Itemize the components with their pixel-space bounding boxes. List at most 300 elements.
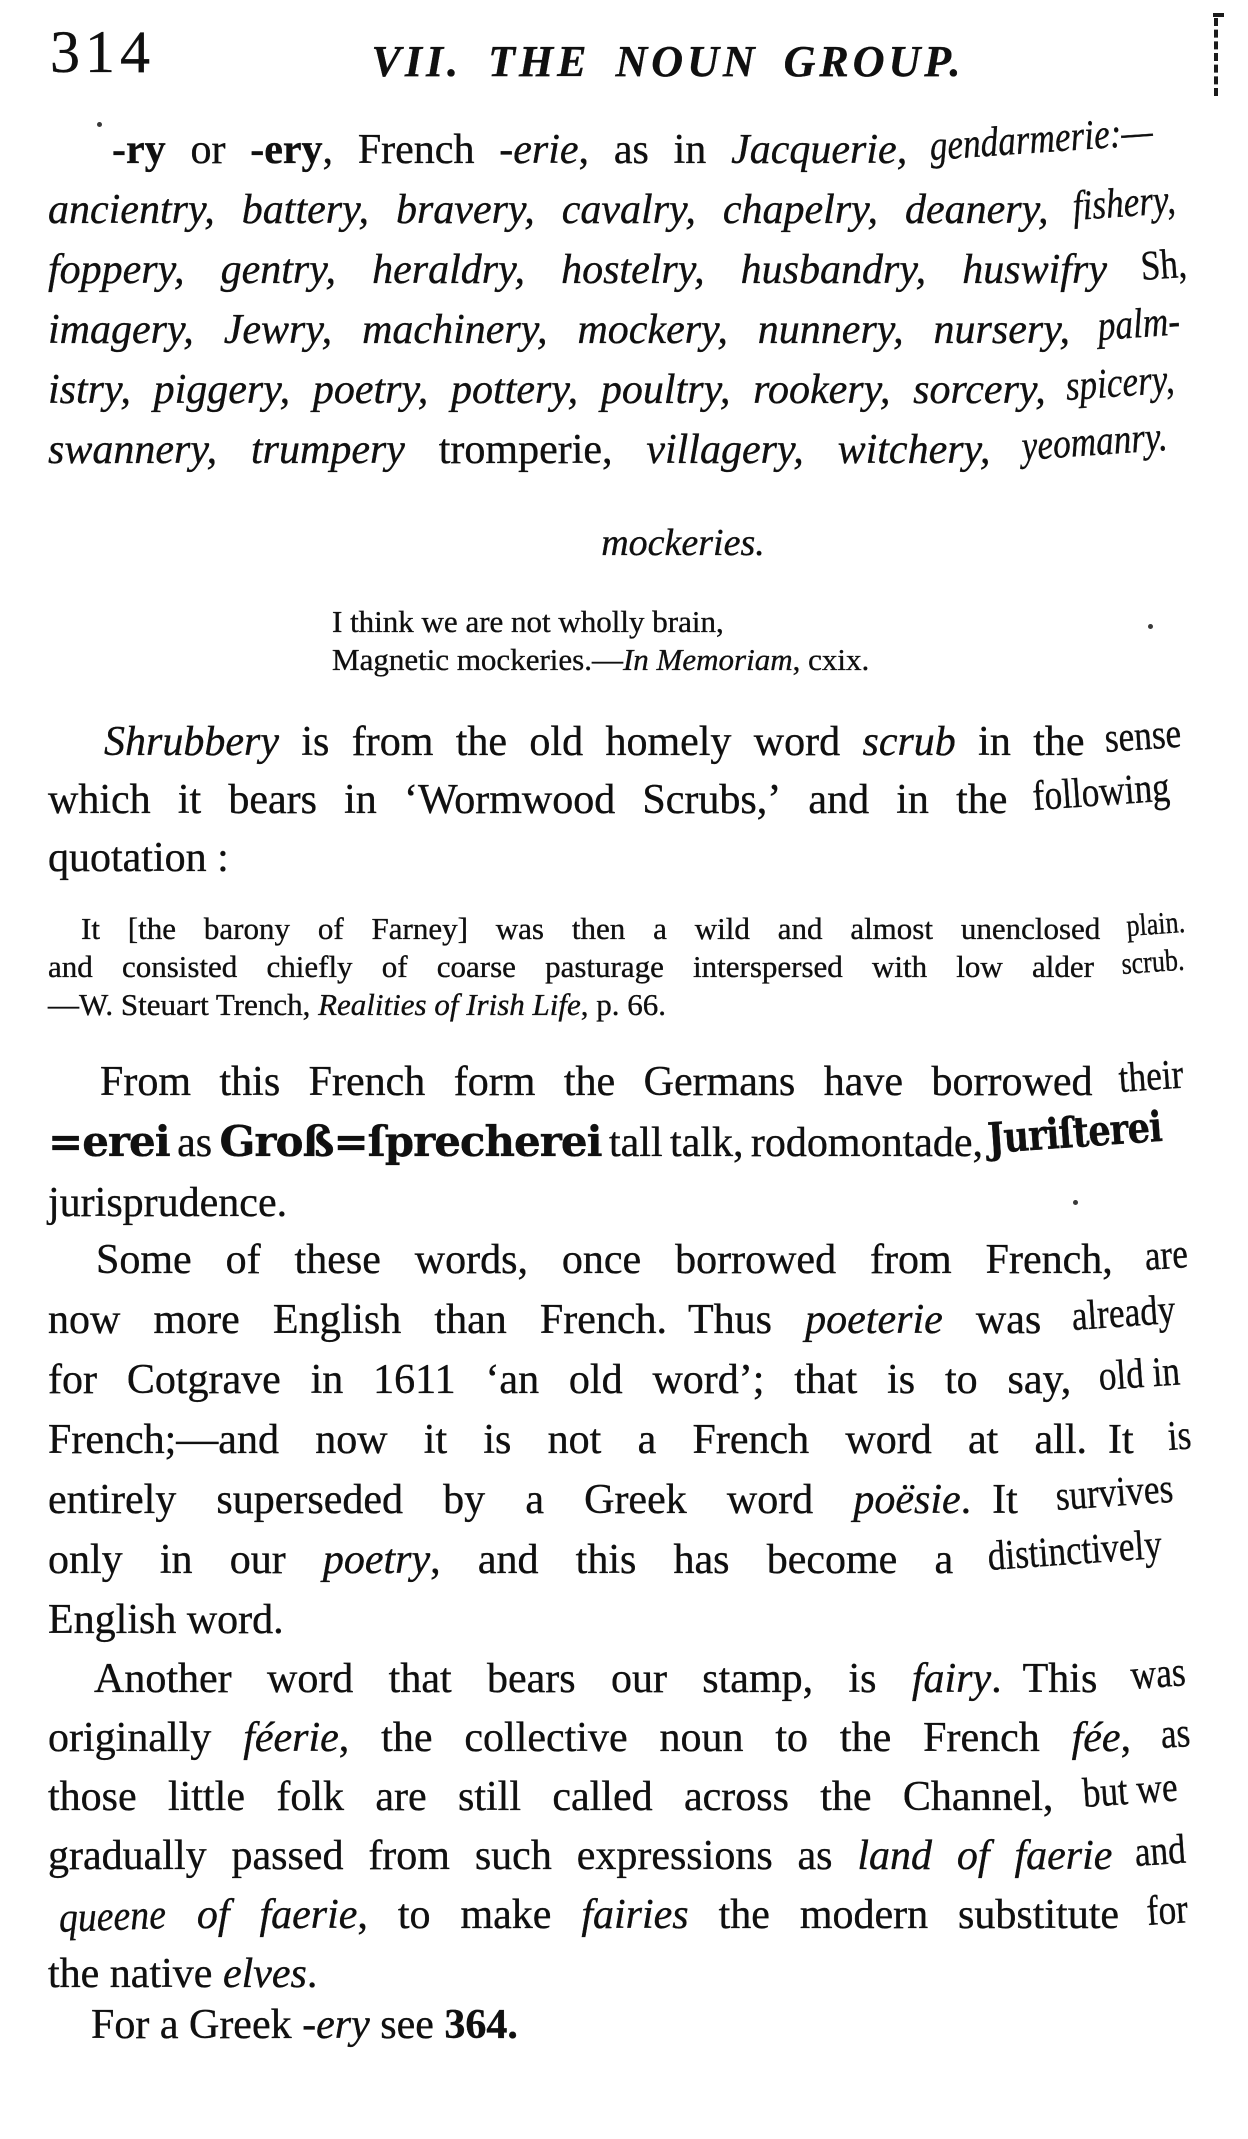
text-segment bbox=[840, 1709, 891, 1768]
text-segment bbox=[923, 1709, 1040, 1768]
text-segment: expressions bbox=[576, 1833, 773, 1879]
text-segment: words, bbox=[414, 1237, 528, 1283]
text-segment bbox=[912, 1650, 1098, 1709]
text-segment: Juriſterei bbox=[986, 1101, 1164, 1164]
text-segment: is bbox=[887, 1357, 916, 1403]
text-segment: , bbox=[338, 1715, 350, 1761]
text-line bbox=[48, 1173, 1198, 1233]
text-segment: modern bbox=[799, 1892, 929, 1938]
text-segment: of bbox=[317, 911, 344, 946]
text-segment: for bbox=[1145, 1886, 1190, 1936]
text-segment bbox=[48, 180, 215, 240]
text-segment: in bbox=[896, 777, 929, 823]
text-segment bbox=[382, 948, 408, 986]
scan-artifact-dashed-line bbox=[1214, 18, 1218, 96]
text-segment: huswifry bbox=[962, 247, 1107, 293]
text-segment bbox=[48, 1709, 211, 1768]
text-segment: noun bbox=[659, 1715, 744, 1761]
text-segment: queene bbox=[58, 1892, 167, 1942]
text-segment bbox=[581, 1886, 688, 1945]
text-segment bbox=[439, 420, 613, 480]
text-segment: and bbox=[1133, 1826, 1188, 1877]
text-line bbox=[48, 1101, 1198, 1173]
text-segment bbox=[396, 180, 535, 240]
text-segment bbox=[318, 910, 344, 948]
text-segment bbox=[1128, 1649, 1198, 1709]
text-segment: not bbox=[547, 1417, 602, 1463]
text-segment bbox=[731, 120, 907, 180]
text-segment: poultry, bbox=[600, 367, 731, 413]
text-segment: jurisprudence. bbox=[48, 1180, 288, 1226]
text-segment: have bbox=[823, 1059, 904, 1105]
text-segment bbox=[903, 1768, 1053, 1827]
text-segment: in bbox=[978, 719, 1011, 765]
text-segment: bears bbox=[486, 1656, 576, 1702]
text-segment: Groß=ſprecherei bbox=[219, 1117, 602, 1166]
text-segment bbox=[564, 1052, 615, 1112]
text-segment: . This bbox=[991, 1656, 1098, 1702]
text-segment bbox=[978, 713, 1011, 771]
text-segment bbox=[976, 1290, 1041, 1350]
text-segment: a bbox=[653, 911, 667, 946]
text-segment: ‘an bbox=[485, 1357, 540, 1403]
text-segment bbox=[702, 1650, 813, 1709]
text-line bbox=[48, 904, 1198, 948]
text-segment bbox=[48, 1290, 120, 1350]
text-segment bbox=[266, 948, 352, 986]
text-segment: scrub bbox=[862, 719, 956, 765]
text-line bbox=[48, 108, 1198, 180]
text-segment bbox=[986, 1230, 1113, 1290]
text-segment: Greek bbox=[584, 1477, 687, 1523]
text-segment bbox=[48, 1768, 137, 1827]
text-segment bbox=[1165, 1410, 1198, 1470]
text-segment bbox=[313, 360, 428, 420]
text-segment bbox=[487, 1650, 576, 1709]
text-segment bbox=[389, 1650, 452, 1709]
text-segment bbox=[958, 1886, 1119, 1945]
text-segment: little bbox=[168, 1774, 245, 1820]
text-segment: French bbox=[308, 1059, 426, 1105]
text-segment bbox=[153, 1290, 239, 1350]
text-segment: foppery, bbox=[48, 247, 185, 293]
text-segment: talk, bbox=[670, 1120, 744, 1166]
text-line bbox=[332, 603, 1248, 641]
text-segment bbox=[576, 1530, 637, 1590]
text-segment: it bbox=[177, 777, 202, 823]
paragraph-shrubbery bbox=[48, 710, 1198, 887]
text-segment: from bbox=[368, 1833, 450, 1879]
text-segment: are bbox=[1142, 1231, 1189, 1281]
text-segment: faerie bbox=[259, 1892, 358, 1938]
text-segment: —W. Steuart Trench, bbox=[48, 987, 319, 1022]
text-segment: form bbox=[453, 1059, 536, 1105]
text-segment bbox=[562, 180, 696, 240]
text-segment: in bbox=[344, 777, 377, 823]
blockquote-farney bbox=[48, 904, 1198, 1024]
text-segment: -ery bbox=[250, 127, 323, 173]
text-segment bbox=[483, 1410, 511, 1470]
text-segment bbox=[458, 1768, 521, 1827]
text-segment: still bbox=[457, 1774, 521, 1820]
text-segment: by bbox=[443, 1477, 486, 1523]
text-segment bbox=[758, 300, 904, 360]
text-segment: English word. bbox=[48, 1597, 284, 1643]
text-segment: From bbox=[100, 1059, 192, 1105]
text-segment bbox=[456, 713, 507, 771]
text-segment: almost bbox=[850, 911, 933, 946]
text-segment: all. It bbox=[1034, 1417, 1134, 1463]
text-segment: poeterie bbox=[805, 1297, 943, 1343]
text-segment: plain. bbox=[1125, 904, 1187, 944]
text-line bbox=[48, 1590, 1198, 1650]
text-segment: mockery, bbox=[577, 307, 728, 353]
text-segment bbox=[956, 771, 1007, 829]
text-segment: folk bbox=[276, 1774, 344, 1820]
text-segment: that bbox=[794, 1357, 858, 1403]
text-segment: Realities of Irish Life bbox=[318, 987, 581, 1022]
text-line bbox=[91, 2000, 1241, 2050]
text-segment bbox=[674, 120, 707, 180]
text-segment: and bbox=[48, 949, 93, 984]
text-segment: at bbox=[967, 1417, 999, 1463]
text-segment bbox=[540, 1290, 772, 1350]
text-segment: Farney] bbox=[371, 911, 468, 946]
text-segment bbox=[675, 1230, 836, 1290]
text-segment: fairy bbox=[911, 1656, 992, 1702]
text-segment: the bbox=[563, 1059, 616, 1105]
text-segment: . It bbox=[960, 1477, 1018, 1523]
text-segment: in bbox=[673, 127, 707, 173]
text-segment bbox=[913, 360, 1046, 420]
text-segment: this bbox=[575, 1537, 637, 1583]
text-line bbox=[48, 1350, 1198, 1410]
text-segment: French bbox=[357, 127, 475, 173]
text-segment: rookery, bbox=[753, 367, 891, 413]
text-segment bbox=[674, 1530, 730, 1590]
text-segment: consisted bbox=[121, 949, 238, 984]
text-segment: swannery, bbox=[48, 427, 218, 473]
text-segment bbox=[824, 1052, 903, 1112]
text-segment bbox=[887, 1350, 915, 1410]
text-line bbox=[48, 1764, 1198, 1827]
text-segment bbox=[670, 1113, 743, 1173]
text-line bbox=[48, 1886, 1198, 1945]
text-segment bbox=[48, 1112, 170, 1173]
text-segment bbox=[190, 120, 225, 180]
text-segment bbox=[896, 771, 929, 829]
text-segment bbox=[276, 1768, 344, 1827]
text-segment bbox=[478, 1530, 539, 1590]
text-segment bbox=[373, 1350, 455, 1410]
text-segment: of bbox=[196, 1892, 230, 1938]
text-segment: a bbox=[934, 1537, 954, 1583]
text-segment: it bbox=[423, 1417, 448, 1463]
text-line bbox=[48, 764, 1198, 829]
cross-reference-line bbox=[48, 2000, 1241, 2050]
text-segment: superseded bbox=[216, 1477, 404, 1523]
text-segment bbox=[128, 910, 176, 948]
text-segment: sorcery, bbox=[913, 367, 1046, 413]
text-segment bbox=[219, 1052, 280, 1112]
text-segment: say, bbox=[1007, 1357, 1072, 1403]
text-line bbox=[108, 522, 1248, 564]
text-segment bbox=[48, 1410, 279, 1470]
text-segment: , bbox=[578, 127, 590, 173]
text-line bbox=[48, 986, 1198, 1024]
text-segment bbox=[611, 1650, 667, 1709]
text-segment bbox=[794, 1350, 857, 1410]
text-segment bbox=[216, 1470, 403, 1530]
text-segment: with bbox=[871, 949, 928, 984]
text-segment: fishery, bbox=[1071, 176, 1178, 231]
text-segment: stamp, bbox=[702, 1656, 814, 1702]
text-segment: quotation : bbox=[48, 835, 229, 881]
text-segment bbox=[751, 1113, 983, 1173]
text-segment bbox=[962, 240, 1107, 300]
text-segment: -erie bbox=[499, 127, 579, 173]
text-segment: as bbox=[1159, 1710, 1192, 1759]
text-segment bbox=[160, 1530, 193, 1590]
text-segment: -ery bbox=[302, 2002, 370, 2048]
text-segment bbox=[94, 1650, 232, 1709]
text-segment: alder bbox=[1031, 949, 1094, 984]
text-segment bbox=[545, 948, 664, 986]
text-segment: Scrubs,’ bbox=[642, 777, 782, 823]
text-segment bbox=[259, 1886, 367, 1945]
text-segment bbox=[475, 1827, 552, 1886]
text-segment: of bbox=[381, 949, 408, 984]
text-segment: fairies bbox=[581, 1892, 689, 1938]
text-segment: Magnetic mockeries.— bbox=[332, 642, 623, 677]
text-segment bbox=[853, 1470, 1017, 1530]
text-segment: deanery, bbox=[905, 187, 1049, 233]
text-segment bbox=[381, 1709, 432, 1768]
text-segment bbox=[96, 1230, 192, 1290]
text-segment: For a Greek bbox=[91, 2002, 303, 2048]
text-segment bbox=[753, 360, 890, 420]
text-segment bbox=[231, 1827, 343, 1886]
text-segment: and bbox=[777, 911, 823, 946]
text-segment bbox=[577, 1827, 773, 1886]
text-segment: tromperie, bbox=[438, 427, 613, 473]
text-segment: substitute bbox=[958, 1892, 1120, 1938]
text-segment: =erei bbox=[48, 1117, 170, 1166]
text-segment: pasturage bbox=[545, 949, 664, 984]
text-segment bbox=[48, 1470, 176, 1530]
text-segment bbox=[230, 1530, 286, 1590]
text-segment: a bbox=[525, 1477, 544, 1523]
text-segment bbox=[464, 1709, 627, 1768]
text-segment: witchery, bbox=[837, 427, 991, 473]
text-segment: the bbox=[1033, 719, 1085, 765]
text-segment bbox=[315, 1410, 387, 1470]
text-segment: French bbox=[692, 1417, 810, 1463]
text-segment: following bbox=[1030, 764, 1171, 821]
text-segment: French;—and bbox=[48, 1417, 279, 1463]
text-line bbox=[48, 1521, 1198, 1590]
paragraph-german-erei bbox=[48, 1052, 1198, 1233]
text-segment bbox=[104, 713, 279, 771]
page-number: 314 bbox=[50, 19, 155, 85]
text-segment: from bbox=[351, 719, 434, 765]
scan-artifact-tick bbox=[1213, 13, 1224, 17]
text-segment bbox=[848, 1650, 876, 1709]
text-segment: ‘Wormwood bbox=[403, 777, 616, 823]
text-segment: yeomanry. bbox=[1020, 413, 1170, 471]
text-segment bbox=[127, 1350, 281, 1410]
text-segment: nunnery, bbox=[757, 307, 904, 353]
text-segment: Channel, bbox=[902, 1774, 1054, 1820]
text-segment: the bbox=[718, 1892, 770, 1938]
text-segment bbox=[719, 1886, 770, 1945]
text-segment bbox=[168, 1768, 245, 1827]
text-segment: distinctively bbox=[986, 1521, 1164, 1581]
text-segment: French, bbox=[985, 1237, 1113, 1283]
text-segment bbox=[496, 910, 544, 948]
text-segment: Cotgrave bbox=[126, 1357, 281, 1403]
text-segment: féerie bbox=[243, 1715, 339, 1761]
text-line bbox=[48, 1052, 1198, 1112]
text-segment: is bbox=[1165, 1412, 1193, 1461]
text-segment: see bbox=[369, 2002, 445, 2048]
text-segment bbox=[800, 1886, 928, 1945]
text-segment bbox=[1071, 176, 1198, 240]
running-header: VII. THE NOUN GROUP. bbox=[371, 37, 965, 86]
text-segment: elves bbox=[222, 1951, 307, 1997]
text-segment bbox=[323, 1530, 441, 1590]
text-segment: land bbox=[857, 1833, 933, 1879]
text-segment bbox=[267, 1650, 353, 1709]
text-segment: poetry, bbox=[312, 367, 429, 413]
text-segment: faerie bbox=[1014, 1833, 1113, 1879]
text-line bbox=[48, 1945, 1198, 2004]
text-segment: low bbox=[956, 949, 1003, 984]
text-segment bbox=[1072, 1709, 1131, 1768]
text-segment: our bbox=[610, 1656, 667, 1702]
text-segment: has bbox=[673, 1537, 730, 1583]
text-segment: as bbox=[177, 1120, 213, 1166]
text-line bbox=[48, 300, 1198, 360]
text-line bbox=[48, 1286, 1198, 1350]
text-segment: , bbox=[430, 1537, 441, 1583]
text-segment: ancientry, bbox=[48, 187, 215, 233]
text-segment bbox=[454, 1052, 536, 1112]
text-segment: French. Thus bbox=[539, 1297, 772, 1343]
text-segment bbox=[692, 1410, 809, 1470]
subheading-mockeries bbox=[48, 522, 1248, 564]
text-segment: heraldry, bbox=[372, 247, 525, 293]
text-segment bbox=[968, 1410, 998, 1470]
text-segment: 1611 bbox=[373, 1357, 456, 1403]
text-segment bbox=[443, 1470, 485, 1530]
text-segment bbox=[727, 1470, 813, 1530]
text-segment bbox=[956, 948, 1003, 986]
text-segment: and bbox=[808, 777, 870, 823]
text-segment: Germans bbox=[643, 1059, 796, 1105]
text-segment bbox=[243, 1709, 349, 1768]
text-segment: istry, bbox=[48, 367, 131, 413]
text-segment bbox=[1070, 1286, 1198, 1350]
text-segment bbox=[424, 1410, 447, 1470]
text-segment bbox=[100, 1052, 191, 1112]
text-segment bbox=[1032, 948, 1094, 986]
text-segment bbox=[177, 1113, 212, 1173]
text-segment: poësie bbox=[853, 1477, 961, 1523]
text-segment bbox=[358, 120, 475, 180]
text-segment: of bbox=[225, 1237, 261, 1283]
text-segment bbox=[415, 1230, 528, 1290]
text-line bbox=[332, 641, 1248, 679]
text-segment: to bbox=[775, 1715, 809, 1761]
text-segment: more bbox=[153, 1297, 240, 1343]
text-segment: tall bbox=[608, 1120, 663, 1166]
text-segment: gendarmerie:— bbox=[928, 108, 1155, 171]
text-segment: in bbox=[159, 1537, 193, 1583]
text-segment bbox=[957, 1827, 990, 1886]
text-segment bbox=[372, 910, 468, 948]
text-segment bbox=[775, 1709, 808, 1768]
text-segment: French bbox=[923, 1715, 1040, 1761]
text-segment: borrowed bbox=[675, 1237, 837, 1283]
paragraph-fairy bbox=[48, 1650, 1198, 2004]
text-segment bbox=[548, 1410, 602, 1470]
text-segment: interspersed bbox=[693, 949, 843, 984]
text-segment: barony bbox=[203, 911, 290, 946]
text-segment bbox=[723, 180, 878, 240]
text-line bbox=[48, 356, 1198, 420]
text-segment: to bbox=[397, 1892, 431, 1938]
text-segment: homely bbox=[605, 719, 732, 765]
text-segment: entirely bbox=[48, 1477, 177, 1523]
text-segment: the bbox=[820, 1774, 872, 1820]
text-segment: poetry bbox=[322, 1537, 431, 1583]
text-segment: [the bbox=[127, 911, 176, 946]
text-segment bbox=[754, 713, 840, 771]
text-segment bbox=[178, 771, 201, 829]
text-segment: Jewry, bbox=[223, 307, 333, 353]
text-segment bbox=[870, 1230, 952, 1290]
text-segment: originally bbox=[48, 1715, 212, 1761]
text-segment: . bbox=[306, 1951, 318, 1997]
text-segment: across bbox=[683, 1774, 789, 1820]
text-segment: but we bbox=[1080, 1764, 1179, 1818]
text-segment: piggery, bbox=[153, 367, 291, 413]
text-segment: , cxix. bbox=[792, 642, 870, 677]
text-segment bbox=[862, 713, 955, 771]
text-segment bbox=[561, 240, 705, 300]
text-segment: pottery, bbox=[451, 367, 579, 413]
text-segment bbox=[1007, 1350, 1071, 1410]
text-segment: nursery, bbox=[933, 307, 1071, 353]
text-segment bbox=[301, 713, 329, 771]
text-segment bbox=[652, 1350, 764, 1410]
text-segment bbox=[934, 300, 1071, 360]
text-segment bbox=[646, 420, 803, 480]
text-segment bbox=[1035, 1410, 1134, 1470]
text-segment bbox=[845, 1410, 931, 1470]
text-segment bbox=[945, 1350, 978, 1410]
text-segment: Another bbox=[94, 1656, 232, 1702]
text-segment bbox=[112, 120, 166, 180]
text-segment: English bbox=[272, 1297, 402, 1343]
text-segment: bears bbox=[228, 777, 317, 823]
text-segment: palm- bbox=[1096, 298, 1182, 351]
text-segment: called bbox=[552, 1774, 653, 1820]
text-segment bbox=[242, 180, 369, 240]
text-segment bbox=[48, 948, 93, 986]
text-segment: of bbox=[956, 1833, 990, 1879]
